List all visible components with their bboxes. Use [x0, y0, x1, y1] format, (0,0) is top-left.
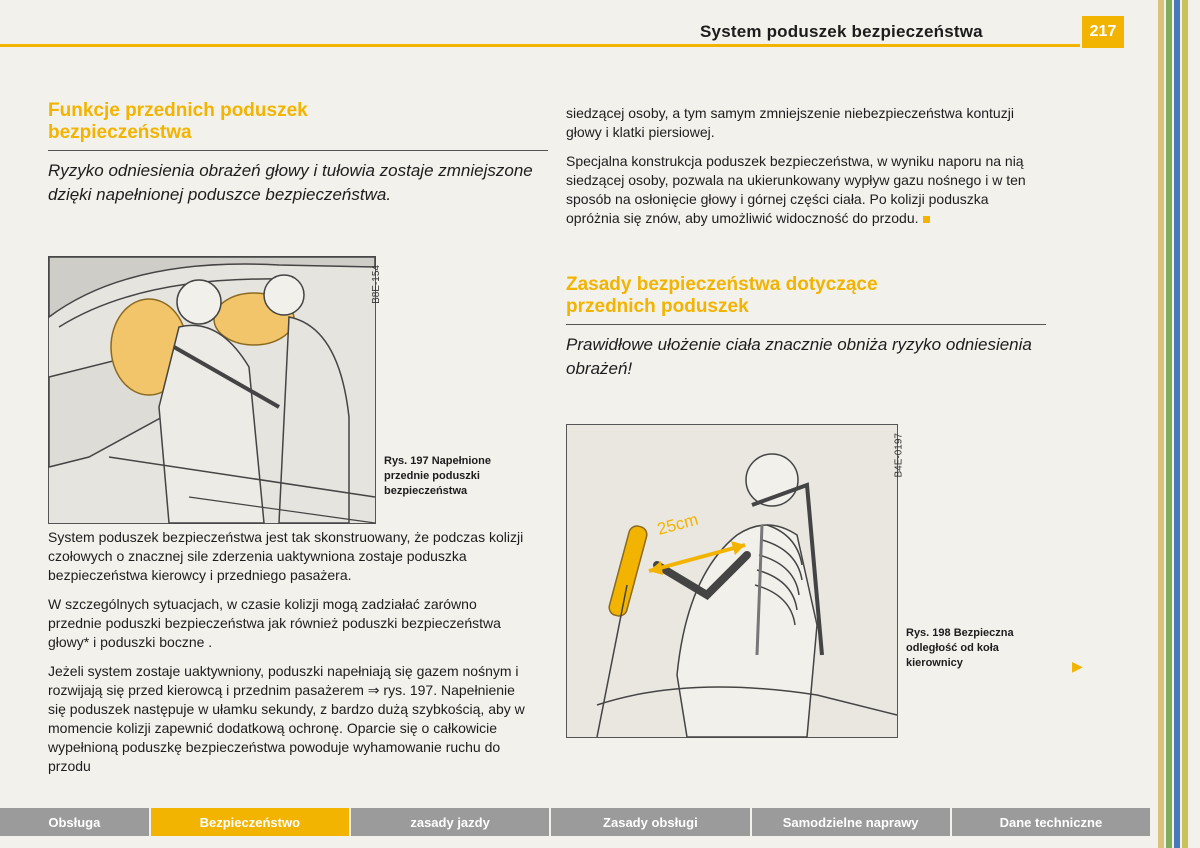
edge-color-tabs [1152, 0, 1200, 848]
paragraph: W szczególnych sytuacjach, w czasie kolizji mogą zadziałać zarówno przednie poduszki bezpieczeństwa jak również poduszki bezpieczeństwa głowy* i poduszki boczne . [48, 596, 501, 650]
paragraph: Jeżeli system zostaje uaktywniony, poduszki napełniają się gazem nośnym i rozwijają się przed kierowcą i przednim pasażerem ⇒ rys. 197. Napełnienie się poduszek następuje w ułamku sekundy, z bardzo dużą szybkością, aby w momencie kolizji zapewnić dodatkową ochronę. Oparcie się o całkowicie wypełnioną poduszkę bezpieczeństwa powoduje wyhamowanie ruchu do przodu [48, 663, 525, 774]
section-title-front-airbags: Funkcje przednich poduszek bezpieczeństwa [48, 100, 308, 143]
page-number: 217 [1082, 16, 1124, 48]
section-rule [48, 150, 548, 151]
left-body-text [48, 528, 528, 786]
paragraph: Specjalna konstrukcja poduszek bezpieczeństwa, w wyniku naporu na nią siedzącej osoby, pozwala na ukierunkowany wypływ gazu nośnego i w ten sposób na osłonięcie głowy i górnej części ciała. Po kolizji poduszka opróżnia się znów, aby umożliwić widoczność do przodu. [566, 153, 1026, 226]
figure-airbags-inflated [48, 256, 382, 524]
nav-zasady-obslugi[interactable]: Zasady obsługi [551, 808, 751, 836]
nav-dane-techniczne[interactable]: Dane techniczne [999, 814, 1103, 830]
figure-code: B8E-154 [371, 265, 382, 304]
paragraph: System poduszek bezpieczeństwa jest tak skonstruowany, że podczas kolizji czołowych o znacznej sile zderzenia uaktywniona zostaje poduszka bezpieczeństwa kierowcy i przedniego pasażera. [48, 529, 524, 583]
figure-caption-197: Rys. 197 Napełnione przednie poduszki bezpieczeństwa [384, 455, 491, 497]
continue-arrow-icon: ▶ [1072, 658, 1083, 674]
left-column [48, 100, 548, 207]
lead-text: Ryzyko odniesienia obrażeń głowy i tułowia zostaje zmniejszone dzięki napełnionej poduszce bezpieczeństwa. [48, 161, 533, 204]
nav-obsluga[interactable]: Obsługa [0, 808, 151, 836]
header-title: System poduszek bezpieczeństwa [700, 22, 983, 41]
chapter-nav [0, 808, 1150, 836]
nav-bezpieczenstwo[interactable]: Bezpieczeństwo [151, 808, 351, 836]
driver-distance-illustration [567, 425, 897, 737]
lead-text: Prawidłowe ułożenie ciała znacznie obniża ryzyko odniesienia obrażeń! [566, 335, 1032, 378]
airbag-illustration [49, 257, 375, 523]
right-column [566, 104, 1046, 381]
paragraph: siedzącej osoby, a tym samym zmniejszenie niebezpieczeństwa kontuzji głowy i klatki piersiowej. [566, 105, 1014, 140]
nav-samodzielne-naprawy[interactable]: Samodzielne naprawy [752, 808, 952, 836]
figure-code: B4E-0197 [893, 433, 904, 478]
section-rule [566, 324, 1046, 325]
figure-caption-198: Rys. 198 Bezpieczna odległość od koła kierownicy [906, 627, 1014, 669]
section-title-safety-rules: Zasady bezpieczeństwa dotyczące przednich poduszek [566, 274, 878, 317]
end-marker-icon [923, 216, 930, 223]
nav-zasady-jazdy[interactable]: zasady jazdy [351, 808, 551, 836]
figure-steering-distance [566, 424, 904, 738]
header-rule [0, 44, 1080, 47]
distance-label: 25cm [655, 509, 701, 539]
